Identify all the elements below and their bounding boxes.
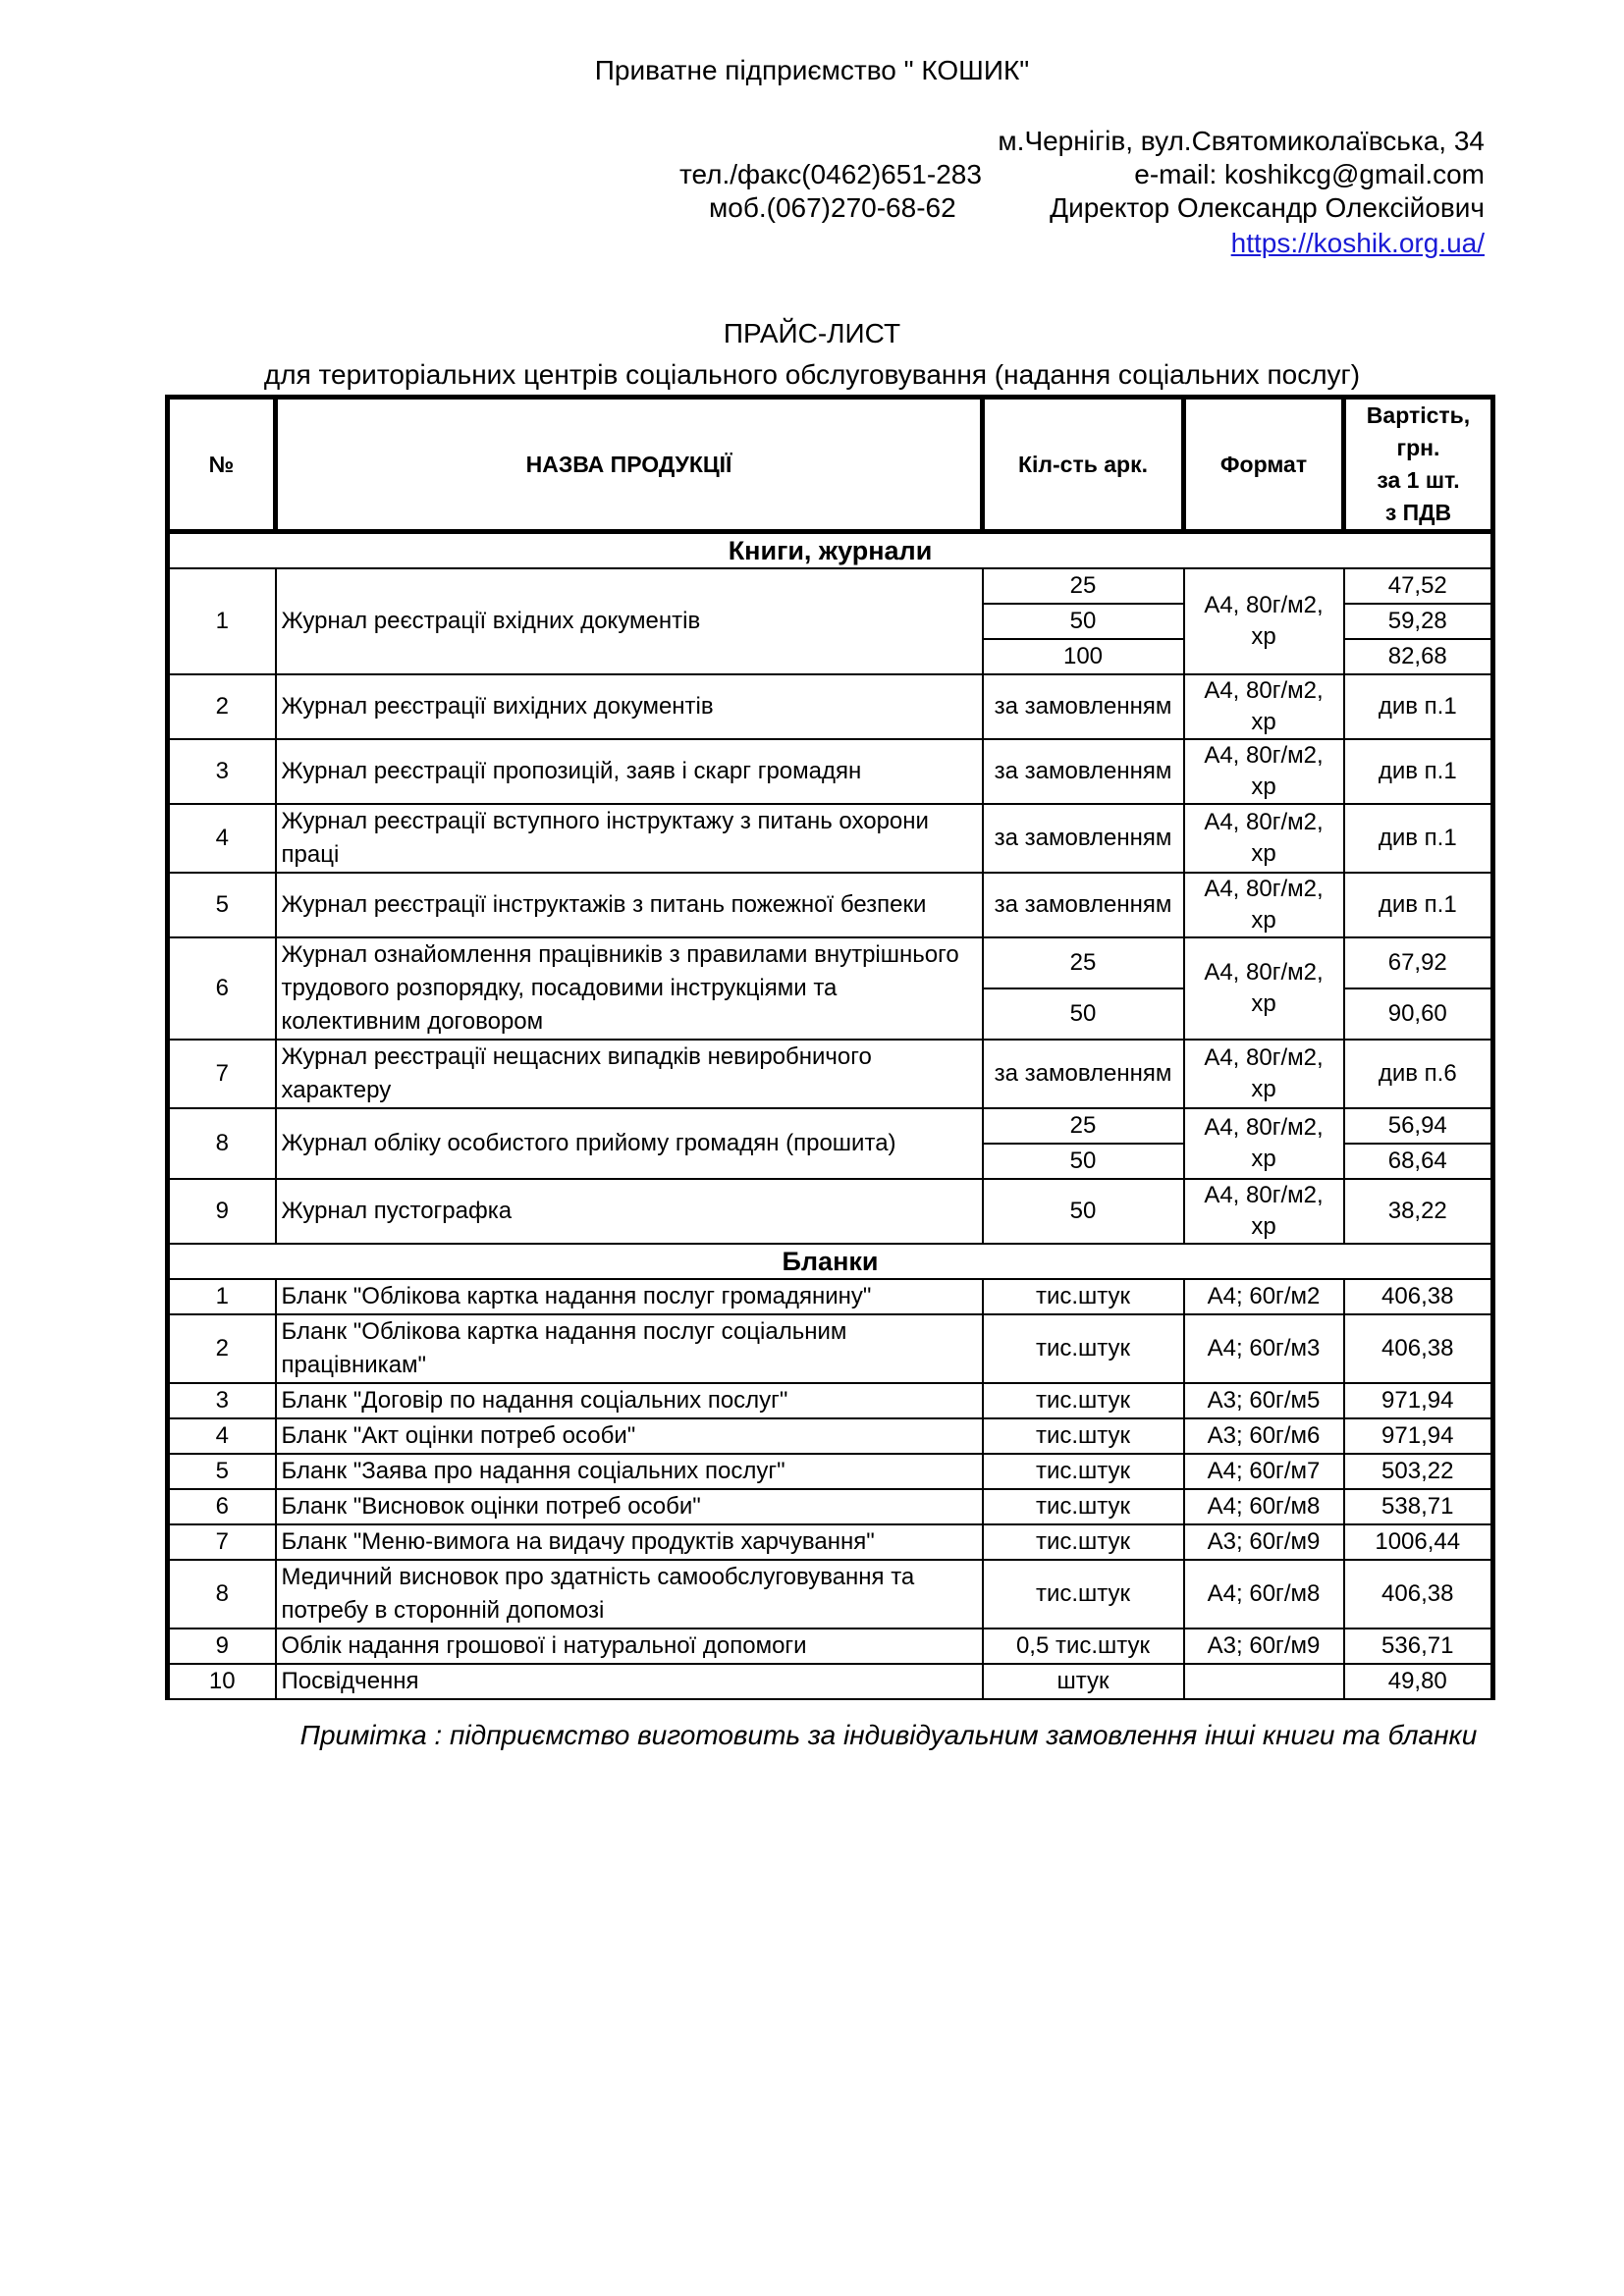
paper-format: А4, 80г/м2, хр (1184, 1108, 1344, 1179)
price: див п.1 (1344, 739, 1493, 804)
row-number: 5 (168, 1454, 276, 1489)
product-name: Журнал обліку особистого прийому громадян (прошита) (276, 1108, 983, 1179)
paper-format: А3; 60г/м9 (1184, 1629, 1344, 1664)
price: 90,60 (1344, 988, 1493, 1040)
product-name: Бланк "Акт оцінки потреб особи" (276, 1418, 983, 1454)
sheet-count: за замовленням (983, 674, 1184, 739)
price: 82,68 (1344, 639, 1493, 674)
paper-format: А4, 80г/м2, хр (1184, 873, 1344, 937)
product-name: Журнал реєстрації вступного інструктажу з питань охорони праці (276, 804, 983, 873)
price: 971,94 (1344, 1383, 1493, 1418)
paper-format: А4; 60г/м8 (1184, 1489, 1344, 1524)
row-number: 2 (168, 674, 276, 739)
document-title: ПРАЙС-ЛИСТ (723, 318, 901, 348)
product-name: Посвідчення (276, 1664, 983, 1699)
row-number: 8 (168, 1560, 276, 1629)
sheet-count: за замовленням (983, 739, 1184, 804)
table-row (168, 739, 1493, 804)
product-name: Журнал реєстрації інструктажів з питань пожежної безпеки (276, 873, 983, 937)
product-name: Журнал реєстрації вихідних документів (276, 674, 983, 739)
table-row (168, 804, 1493, 873)
price: 59,28 (1344, 604, 1493, 639)
sheet-count: за замовленням (983, 873, 1184, 937)
product-name: Бланк "Висновок оцінки потреб особи" (276, 1489, 983, 1524)
column-header-no: № (168, 398, 276, 532)
row-number: 10 (168, 1664, 276, 1699)
paper-format: А4; 60г/м2 (1184, 1279, 1344, 1314)
price: 406,38 (1344, 1279, 1493, 1314)
price: 38,22 (1344, 1179, 1493, 1244)
phone-fax: тел./факс(0462)651-283 (679, 159, 982, 189)
row-number: 7 (168, 1040, 276, 1108)
row-number: 9 (168, 1629, 276, 1664)
price-header-line: Вартість, (1366, 402, 1471, 428)
price: 971,94 (1344, 1418, 1493, 1454)
sheet-count: тис.штук (983, 1560, 1184, 1629)
table-row (168, 1108, 1493, 1144)
table-row (168, 1314, 1493, 1383)
sheet-count: тис.штук (983, 1524, 1184, 1560)
section-title: Книги, журнали (168, 532, 1493, 569)
paper-format: А3; 60г/м9 (1184, 1524, 1344, 1560)
paper-format: А4, 80г/м2, хр (1184, 1040, 1344, 1108)
mobile-phone: моб.(067)270-68-62 (709, 192, 956, 223)
row-number: 4 (168, 804, 276, 873)
column-header-name: НАЗВА ПРОДУКЦІЇ (276, 398, 983, 532)
price: 56,94 (1344, 1108, 1493, 1144)
price-header-line: грн. (1396, 435, 1440, 460)
table-row (168, 1383, 1493, 1418)
paper-format: А3; 60г/м5 (1184, 1383, 1344, 1418)
sheet-count: 50 (983, 604, 1184, 639)
sheet-count: тис.штук (983, 1314, 1184, 1383)
price: 536,71 (1344, 1629, 1493, 1664)
table-body (168, 532, 1493, 1700)
table-row (168, 937, 1493, 988)
sheet-count: за замовленням (983, 804, 1184, 873)
table-header-row (168, 398, 1493, 532)
row-number: 9 (168, 1179, 276, 1244)
table-row (168, 873, 1493, 937)
table-row (168, 1454, 1493, 1489)
price-header-line: з ПДВ (1384, 500, 1452, 525)
price: 47,52 (1344, 568, 1493, 604)
product-name: Журнал пустографка (276, 1179, 983, 1244)
paper-format: А4, 80г/м2, хр (1184, 568, 1344, 674)
price: 1006,44 (1344, 1524, 1493, 1560)
product-name: Бланк "Меню-вимога на видачу продуктів харчування" (276, 1524, 983, 1560)
company-name: Приватне підприємство " КОШИК" (594, 55, 1030, 85)
row-number: 3 (168, 1383, 276, 1418)
sheet-count: 50 (983, 1179, 1184, 1244)
sheet-count: тис.штук (983, 1383, 1184, 1418)
sheet-count: 0,5 тис.штук (983, 1629, 1184, 1664)
paper-format: А4; 60г/м3 (1184, 1314, 1344, 1383)
row-number: 4 (168, 1418, 276, 1454)
website-link[interactable]: https://koshik.org.ua/ (1230, 228, 1485, 258)
table-row (168, 1629, 1493, 1664)
paper-format: А4, 80г/м2, хр (1184, 1179, 1344, 1244)
table-row (168, 674, 1493, 739)
product-name: Журнал реєстрації пропозицій, заяв і скарг громадян (276, 739, 983, 804)
table-row (168, 1040, 1493, 1108)
sheet-count: тис.штук (983, 1418, 1184, 1454)
sheet-count: за замовленням (983, 1040, 1184, 1108)
sheet-count: тис.штук (983, 1454, 1184, 1489)
company-address: м.Чернігів, вул.Святомиколаївська, 34 (998, 126, 1485, 156)
sheet-count: 25 (983, 937, 1184, 988)
product-name: Облік надання грошової і натуральної допомоги (276, 1629, 983, 1664)
row-number: 3 (168, 739, 276, 804)
paper-format: А4, 80г/м2, хр (1184, 674, 1344, 739)
sheet-count: 50 (983, 988, 1184, 1040)
price: див п.6 (1344, 1040, 1493, 1108)
section-header-row (168, 532, 1493, 569)
phone-email-row (679, 159, 1485, 190)
product-name: Бланк "Договір по надання соціальних послуг" (276, 1383, 983, 1418)
price: 67,92 (1344, 937, 1493, 988)
mobile-director-row (709, 192, 1485, 224)
row-number: 1 (168, 1279, 276, 1314)
price: див п.1 (1344, 873, 1493, 937)
sheet-count: 50 (983, 1144, 1184, 1179)
table-row (168, 1279, 1493, 1314)
price: 503,22 (1344, 1454, 1493, 1489)
row-number: 6 (168, 937, 276, 1040)
row-number: 5 (168, 873, 276, 937)
product-name: Бланк "Облікова картка надання послуг громадянину" (276, 1279, 983, 1314)
product-name: Бланк "Заява про надання соціальних послуг" (276, 1454, 983, 1489)
paper-format: А4, 80г/м2, хр (1184, 804, 1344, 873)
price-header-line: за 1 шт. (1377, 467, 1460, 493)
row-number: 2 (168, 1314, 276, 1383)
product-name: Журнал реєстрації вхідних документів (276, 568, 983, 674)
paper-format (1184, 1664, 1344, 1699)
table-row (168, 1179, 1493, 1244)
column-header-qty: Кіл-сть арк. (983, 398, 1184, 532)
price: див п.1 (1344, 674, 1493, 739)
sheet-count: тис.штук (983, 1489, 1184, 1524)
table-row (168, 1489, 1493, 1524)
column-header-format: Формат (1184, 398, 1344, 532)
section-header-row (168, 1244, 1493, 1279)
paper-format: А4; 60г/м7 (1184, 1454, 1344, 1489)
price: 406,38 (1344, 1314, 1493, 1383)
table-row (168, 1418, 1493, 1454)
row-number: 6 (168, 1489, 276, 1524)
product-name: Журнал реєстрації нещасних випадків невиробничого характеру (276, 1040, 983, 1108)
price: 406,38 (1344, 1560, 1493, 1629)
row-number: 7 (168, 1524, 276, 1560)
row-number: 1 (168, 568, 276, 674)
product-name: Журнал ознайомлення працівників з правилами внутрішнього трудового розпорядку, посадовими інструкціями та колективним договором (276, 937, 983, 1040)
document-subtitle: для територіальних центрів соціального обслуговування (надання соціальних послуг) (263, 359, 1361, 390)
row-number: 8 (168, 1108, 276, 1179)
price: див п.1 (1344, 804, 1493, 873)
product-name: Бланк "Облікова картка надання послуг соціальним працівникам" (276, 1314, 983, 1383)
price: 49,80 (1344, 1664, 1493, 1699)
sheet-count: 25 (983, 568, 1184, 604)
paper-format: А4, 80г/м2, хр (1184, 937, 1344, 1040)
director-name: Директор Олександр Олексійович (1050, 192, 1485, 223)
price: 68,64 (1344, 1144, 1493, 1179)
product-name: Медичний висновок про здатність самообслуговування та потребу в сторонній допомозі (276, 1560, 983, 1629)
footnote: Примітка : підприємство виготовить за індивідуальним замовлення інші книги та бланки (299, 1720, 1478, 1750)
paper-format: А4; 60г/м8 (1184, 1560, 1344, 1629)
table-row (168, 1524, 1493, 1560)
column-header-price (1344, 398, 1493, 532)
table-row (168, 568, 1493, 604)
price: 538,71 (1344, 1489, 1493, 1524)
sheet-count: штук (983, 1664, 1184, 1699)
email[interactable]: e-mail: koshikcg@gmail.com (1134, 159, 1485, 189)
table-row (168, 1664, 1493, 1699)
paper-format: А3; 60г/м6 (1184, 1418, 1344, 1454)
paper-format: А4, 80г/м2, хр (1184, 739, 1344, 804)
table-row (168, 1560, 1493, 1629)
price-table (165, 395, 1495, 1700)
sheet-count: 25 (983, 1108, 1184, 1144)
section-title: Бланки (168, 1244, 1493, 1279)
sheet-count: тис.штук (983, 1279, 1184, 1314)
sheet-count: 100 (983, 639, 1184, 674)
